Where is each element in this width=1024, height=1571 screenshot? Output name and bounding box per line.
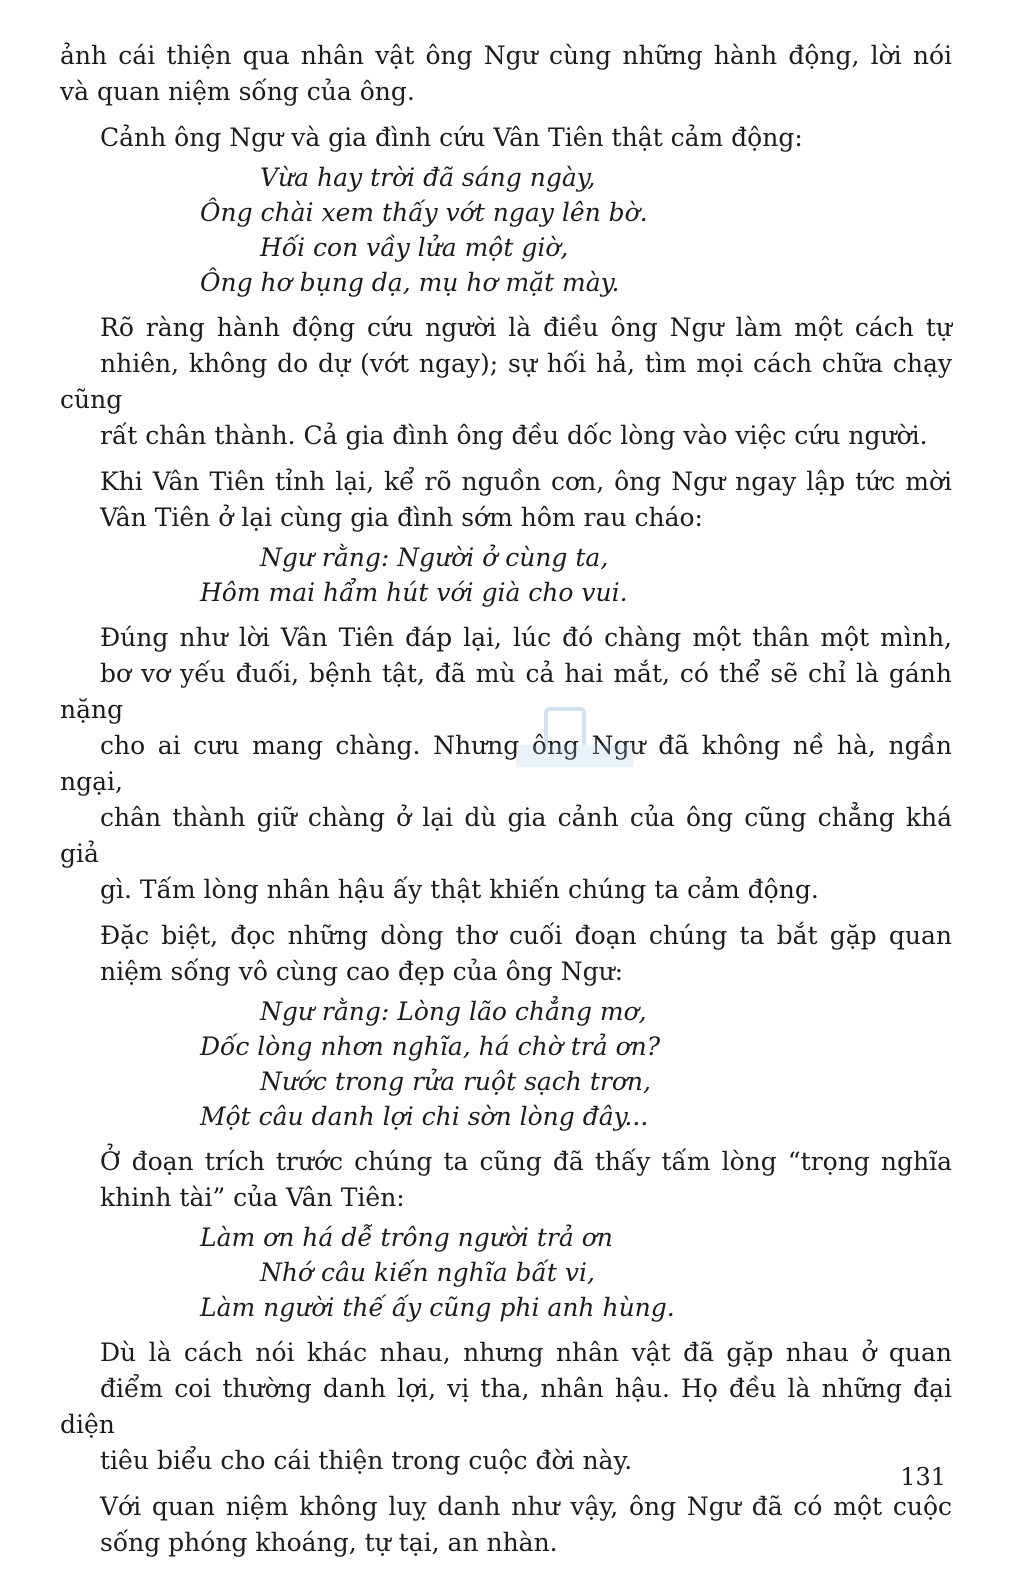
poem-excerpt: [60, 160, 952, 300]
text-line: ảnh cái thiện qua nhân vật ông Ngư cùng những hành động, lời nói: [60, 41, 952, 70]
paragraph: [60, 120, 952, 156]
paragraph: [60, 38, 952, 110]
text-line: Đúng như lời Vân Tiên đáp lại, lúc đó chàng một thân một mình,: [100, 623, 952, 652]
paragraph: [60, 1335, 952, 1479]
text-line: và quan niệm sống của ông.: [60, 77, 415, 106]
poem-verse: Nhớ câu kiến nghĩa bất vi,: [260, 1258, 595, 1287]
paragraph: [60, 918, 952, 990]
poem-verse: Làm người thế ấy cũng phi anh hùng.: [200, 1293, 675, 1322]
text-line: Cảnh ông Ngư và gia đình cứu Vân Tiên thật cảm động:: [100, 123, 803, 152]
document-page: [60, 38, 952, 1571]
text-line: bơ vơ yếu đuối, bệnh tật, đã mù cả hai mắt, có thể sẽ chỉ là gánh nặng: [60, 659, 952, 724]
poem-verse: Ông hơ bụng dạ, mụ hơ mặt mày.: [200, 268, 620, 297]
poem-verse: Nước trong rửa ruột sạch trơn,: [260, 1067, 651, 1096]
text-line: gì. Tấm lòng nhân hậu ấy thật khiến chúng ta cảm động.: [100, 875, 819, 904]
poem-excerpt: [60, 994, 952, 1134]
poem-excerpt: [60, 1220, 952, 1325]
text-line: cho ai cưu mang chàng. Nhưng ông Ngư đã không nề hà, ngần ngại,: [60, 731, 952, 796]
paragraph: [60, 464, 952, 536]
paragraph: [60, 1144, 952, 1216]
text-line: sống phóng khoáng, tự tại, an nhàn.: [100, 1528, 558, 1557]
text-line: Vân Tiên ở lại cùng gia đình sớm hôm rau cháo:: [100, 503, 703, 532]
poem-verse: Hối con vầy lửa một giờ,: [260, 233, 569, 262]
poem-verse: Ngư rằng: Lòng lão chẳng mơ,: [260, 997, 647, 1026]
text-line: nhiên, không do dự (vớt ngay); sự hối hả, tìm mọi cách chữa chạy cũng: [60, 349, 952, 414]
text-line: rất chân thành. Cả gia đình ông đều dốc lòng vào việc cứu người.: [100, 421, 928, 450]
text-line: niệm sống vô cùng cao đẹp của ông Ngư:: [100, 957, 624, 986]
text-line: Rõ ràng hành động cứu người là điều ông Ngư làm một cách tự: [100, 313, 952, 342]
page-number: 131: [900, 1463, 946, 1491]
paragraph: [60, 1489, 952, 1561]
text-line: khinh tài” của Vân Tiên:: [100, 1183, 405, 1212]
poem-verse: Làm ơn há dễ trông người trả ơn: [200, 1223, 613, 1252]
poem-verse: Vừa hay trời đã sáng ngày,: [260, 163, 596, 192]
poem-excerpt: [60, 540, 952, 610]
text-line: điểm coi thường danh lợi, vị tha, nhân hậu. Họ đều là những đại diện: [60, 1374, 952, 1439]
poem-verse: Ngư rằng: Người ở cùng ta,: [260, 543, 609, 572]
text-line: Dù là cách nói khác nhau, nhưng nhân vật đã gặp nhau ở quan: [100, 1338, 952, 1367]
paragraph: [60, 620, 952, 908]
text-line: chân thành giữ chàng ở lại dù gia cảnh của ông cũng chẳng khá giả: [60, 803, 952, 868]
text-line: Đặc biệt, đọc những dòng thơ cuối đoạn chúng ta bắt gặp quan: [100, 921, 952, 950]
poem-verse: Hôm mai hẩm hút với già cho vui.: [200, 578, 628, 607]
text-line: Ở đoạn trích trước chúng ta cũng đã thấy tấm lòng “trọng nghĩa: [100, 1147, 952, 1176]
text-line: tiêu biểu cho cái thiện trong cuộc đời này.: [100, 1446, 633, 1475]
poem-verse: Dốc lòng nhơn nghĩa, há chờ trả ơn?: [200, 1032, 661, 1061]
paragraph: [60, 310, 952, 454]
poem-verse: Một câu danh lợi chi sờn lòng đây...: [200, 1102, 649, 1131]
text-line: Với quan niệm không luỵ danh như vậy, ông Ngư đã có một cuộc: [100, 1492, 952, 1521]
poem-verse: Ông chài xem thấy vớt ngay lên bờ.: [200, 198, 648, 227]
text-line: Khi Vân Tiên tỉnh lại, kể rõ nguồn cơn, ông Ngư ngay lập tức mời: [100, 467, 952, 496]
